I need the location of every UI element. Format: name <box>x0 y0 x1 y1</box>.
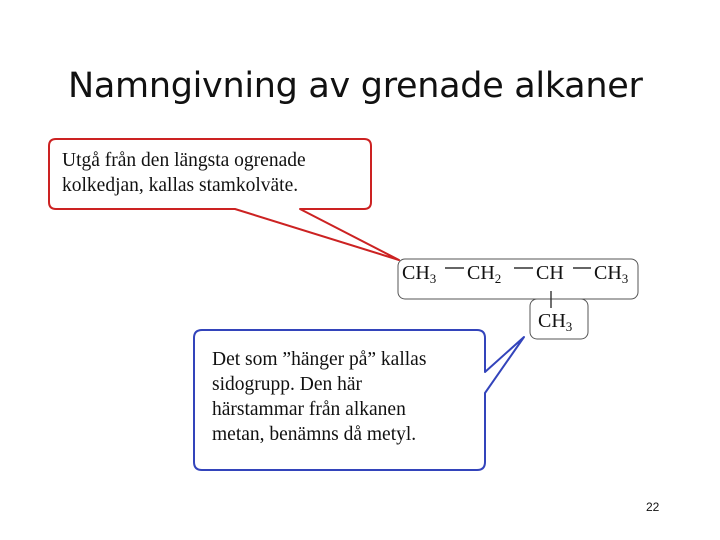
page-number: 22 <box>646 500 660 514</box>
atom-group-1 <box>402 262 437 286</box>
side-group-callout-text <box>212 347 426 447</box>
atom-group-3 <box>536 263 564 283</box>
slide-title: Namngivning av grenade alkaner <box>68 66 643 106</box>
callout-line: härstammar från alkanen <box>212 399 406 420</box>
atom-symbol: CH <box>402 262 430 284</box>
atom-subscript: 3 <box>621 271 629 286</box>
atom-symbol: CH <box>467 262 495 284</box>
atom-subscript: 2 <box>494 271 502 286</box>
atom-group-2 <box>467 262 502 286</box>
atom-subscript: 3 <box>429 271 437 286</box>
atom-symbol: CH <box>594 262 622 284</box>
callout-line: Det som ”hänger på” kallas <box>212 349 427 370</box>
atom-group-4 <box>594 262 629 286</box>
callout-line: metan, benämns då metyl. <box>212 424 417 445</box>
side-group-formula <box>538 310 573 334</box>
callout-line: kolkedjan, kallas stamkolväte. <box>62 175 299 196</box>
atom-subscript: 3 <box>565 319 573 334</box>
callout-line: sidogrupp. Den här <box>212 374 363 395</box>
atom-symbol: CH <box>538 310 566 332</box>
main-chain-callout-text <box>62 148 306 198</box>
callout-line: Utgå från den längsta ogrenade <box>62 150 306 171</box>
atom-symbol: CH <box>536 262 564 284</box>
